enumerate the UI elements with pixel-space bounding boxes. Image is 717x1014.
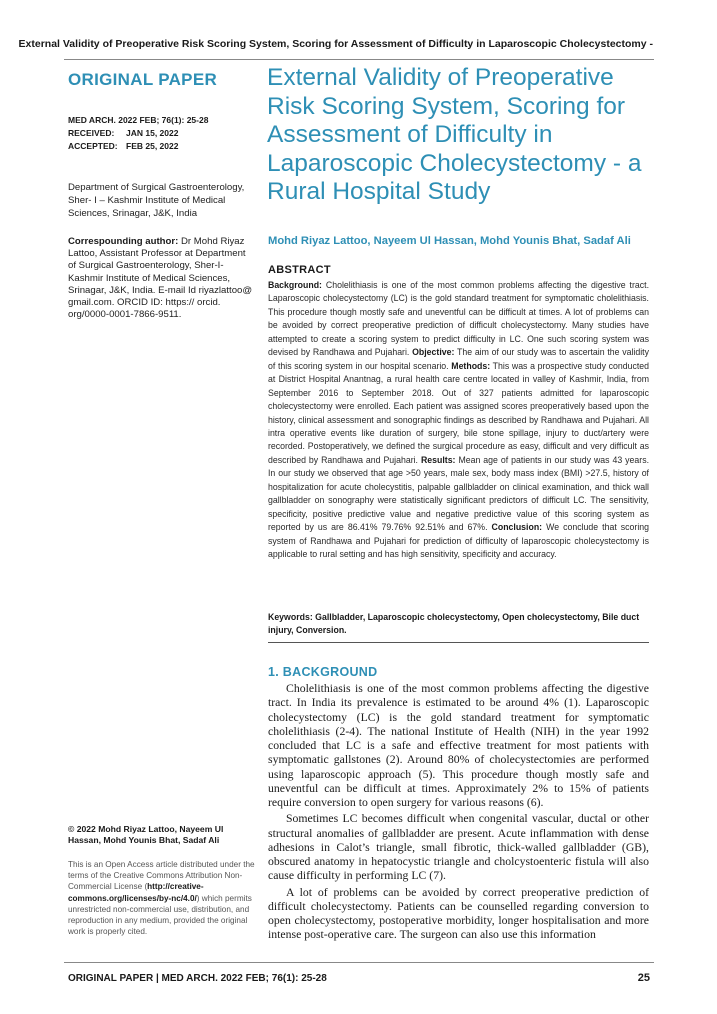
- body-paragraph: Cholelithiasis is one of the most common problems affecting the digestive tract. In India its prevalence is estimated to be around 4% (1). Laparoscopic cholecystectomy (LC) is the gold standard treatment for symptomatic cholelithiasis (2-4). The national Institute of Health (NIH) in the year 1992 concluded that LC is a safe and effective treatment for most patients with symptomatic gallstones (2). Around 80% of cholecystectomies are performed using laparoscopic approach (5). This procedure though mostly safe and uneventful can be difficult at times. Approximately 2% to 15% of patients require conversion to open surgery for various reasons (6).: [268, 682, 649, 809]
- corresponding-text: Dr Mohd Riyaz Lattoo, Assistant Professor at Department of Surgical Gastroenterology, Sher-I-Kashmir Institute of Medical Sciences, Srinagar, J&K, India. E-mail Id riyazlattoo@ gmail.com. ORCID ID: https:// orcid. org/0000-0001-7866-9511.: [68, 236, 253, 321]
- author-list: Mohd Riyaz Lattoo, Nayeem Ul Hassan, Mohd Younis Bhat, Sadaf Ali: [268, 235, 631, 247]
- abstract-divider: [268, 642, 649, 643]
- received-label: RECEIVED:: [68, 128, 115, 138]
- abstract-results-text: Mean age of patients in our study was 43 years. In our study we observed that age >50 years, male sex, body mass index (BMI) >27.5, history of hospitalization for acute cholecystitis, palpable gallbladder on clinical examination, and thick wall gallbladder on sonography were statistically significant predictors of difficult LC. The sensitivity, specificity, positive predictive value and negative predictive value of this scoring system as reported by us are 86.41% 79.76% 92.51% and 67%.: [268, 454, 649, 533]
- article-title: External Validity of Preoperative Risk Scoring System, Scoring for Assessment of Difficulty in Laparoscopic Cholecystectomy - a Rural Hospital Study: [267, 64, 642, 205]
- background-heading: 1. BACKGROUND: [268, 665, 378, 679]
- running-title: External Validity of Preoperative Risk Scoring System, Scoring for Assessment of Difficulty in Laparoscopic Cholecystectomy -: [18, 38, 653, 50]
- footer-citation: ORIGINAL PAPER | MED ARCH. 2022 FEB; 76(1): 25-28: [68, 973, 327, 984]
- abstract-methods-label: Methods:: [451, 360, 491, 371]
- corresponding-label: Correspounding author:: [68, 236, 179, 247]
- abstract-conclusion-text: We conclude that scoring system of Randhawa and Pujahari for prediction of difficulty of laparoscopic cholecystectomy is applicable to rural setting and has high sensitivity, specificity and accuracy.: [268, 522, 649, 560]
- abstract-conclusion-label: Conclusion:: [491, 522, 543, 533]
- footer-divider: [64, 962, 654, 963]
- abstract-methods-text: This was a prospective study conducted at District Hospital Anantnag, a rural health care centre located in valley of Kashmir, India, from September 2016 to September 2018. Out of 327 patients admitted for laparoscopic cholecystectomy were enrolled. Each patient was assigned scores preoperatively based upon the history, clinical assessment and sonographic findings as described by Randhawa and Pujahari. All intra operative events like duration of surgery, bile stone spillage, injury to duct/artery were recorded. Postoperatively, we defined the surgical procedure as easy, difficult and very difficult as described by Randhawa and Pujahari.: [268, 360, 649, 465]
- abstract-body: [268, 279, 649, 562]
- received-row: [68, 128, 179, 138]
- body-paragraph: Sometimes LC becomes difficult when congenital vascular, ductal or other structural anomalies of gallbladder are present. Acute inflammation with dense adhesions in Calot’s triangle, small fibrotic, thick-walled gallbladder (GB), obscured anatomy in hepatocystic triangle and cholcystoenteric fistula will also cause difficulty in performing LC (7).: [268, 812, 649, 883]
- received-date: JAN 15, 2022: [126, 128, 179, 138]
- abstract-results-label: Results:: [420, 454, 456, 465]
- affiliation: Department of Surgical Gastroenterology, Sher- I – Kashmir Institute of Medical Sciences, Srinagar, J&K, India: [68, 182, 245, 219]
- section-label: ORIGINAL PAPER: [68, 70, 218, 89]
- background-body: [268, 682, 649, 945]
- abstract-heading: ABSTRACT: [268, 264, 331, 276]
- accepted-row: [68, 141, 179, 151]
- corresponding-author: [68, 236, 256, 321]
- license-link[interactable]: http://creative-commons.org/licenses/by-nc/4.0/: [68, 882, 204, 903]
- header-divider: [64, 59, 654, 60]
- keywords: Keywords: Gallbladder, Laparoscopic cholecystectomy, Open cholecystectomy, Bile duct injury, Conversion.: [268, 612, 640, 635]
- body-paragraph: A lot of problems can be avoided by correct preoperative prediction of difficult cholecystectomy. Patients can be counselled regarding conversion to open cholecystectomy, postoperative morbidity, longer hospitalisation and more intense post-operative care. The surgeon can also use this information: [268, 885, 649, 942]
- accepted-label: ACCEPTED:: [68, 141, 118, 151]
- abstract-objective-label: Objective:: [412, 347, 455, 358]
- copyright-notice: © 2022 Mohd Riyaz Lattoo, Nayeem Ul Hassan, Mohd Younis Bhat, Sadaf Ali: [68, 824, 224, 846]
- license-notice: [68, 859, 256, 937]
- abstract-objective-text: The aim of our study was to ascertain the validity of this scoring system in our hospital scenario.: [268, 347, 649, 371]
- abstract-background-text: Cholelithiasis is one of the most common problems affecting the digestive tract. Laparoscopic cholecystectomy (LC) is the gold standard treatment for symptomatic cholelithiasis. This procedure though mostly safe and uneventful can be difficult at times. A lot of problems can be avoided by correct preoperative prediction of difficult cholecystectomy. Many studies have attempted to create a scoring system to predict difficulty in LC. One such scoring system was devised by Randhawa and Pujahari.: [268, 280, 649, 358]
- license-terms: ) which permits unrestricted non-commercial use, distribution, and reproduction in any medium, provided the original work is properly cited.: [68, 893, 252, 937]
- license-intro: This is an Open Access article distributed under the terms of the Creative Commons Attribution Non-Commercial License (: [68, 860, 255, 892]
- accepted-date: FEB 25, 2022: [126, 141, 179, 151]
- abstract-background-label: Background:: [268, 280, 322, 290]
- journal-reference: MED ARCH. 2022 FEB; 76(1): 25-28: [68, 115, 209, 125]
- page-number: 25: [637, 972, 650, 984]
